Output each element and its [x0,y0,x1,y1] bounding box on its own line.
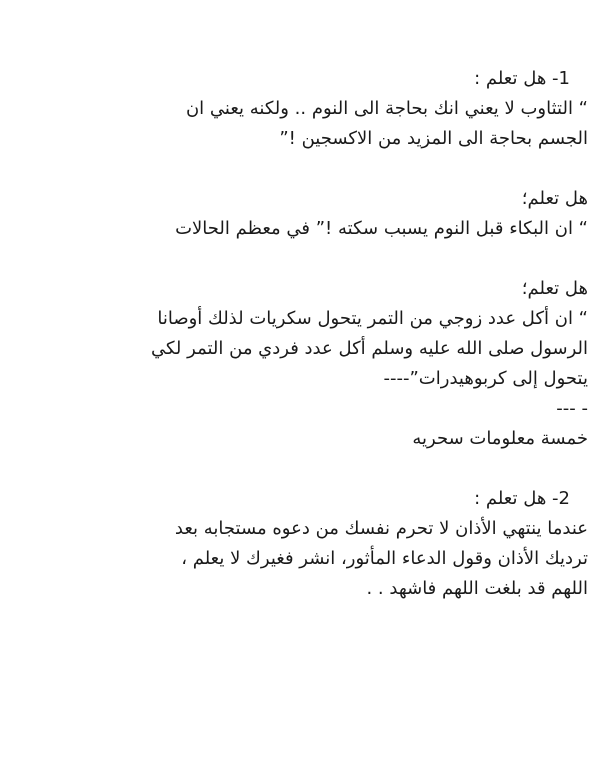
text-line: خمسة معلومات سحريه [412,428,588,449]
text-line: عندما ينتهي الأذان لا تحرم نفسك من دعوه مستجابه بعد [174,518,588,539]
text-line: “ ان البكاء قبل النوم يسبب سكته !” في معظم الحالات [175,218,588,239]
dash-separator: - --- [556,398,588,419]
text-line: “ ان أكل عدد زوجي من التمر يتحول سكريات لذلك أوصانا [157,308,588,329]
text-line: ترديك الأذان وقول الدعاء المأثور، انشر فغيرك لا يعلم ، [181,548,588,569]
paragraph-spacer [14,244,588,274]
paragraph-spacer [14,454,588,484]
text-line: “ التثاوب لا يعني انك بحاجة الى النوم .. ولكنه يعني ان [185,98,588,119]
document-body [14,64,588,772]
section-heading-3: هل تعلم؛ [521,278,588,299]
section-heading-2: هل تعلم؛ [521,188,588,209]
text-line: اللهم قد بلغت اللهم فاشهد . . [366,578,588,599]
text-line: يتحول إلى كربوهيدرات”---- [383,368,588,389]
section-heading-1: 1- هل تعلم : [474,68,570,89]
paragraph-spacer [14,154,588,184]
text-line: الرسول صلى الله عليه وسلم أكل عدد فردي من التمر لكي [150,338,588,359]
section-heading-4: 2- هل تعلم : [474,488,570,509]
text-line: الجسم بحاجة الى المزيد من الاكسجين !” [279,128,588,149]
